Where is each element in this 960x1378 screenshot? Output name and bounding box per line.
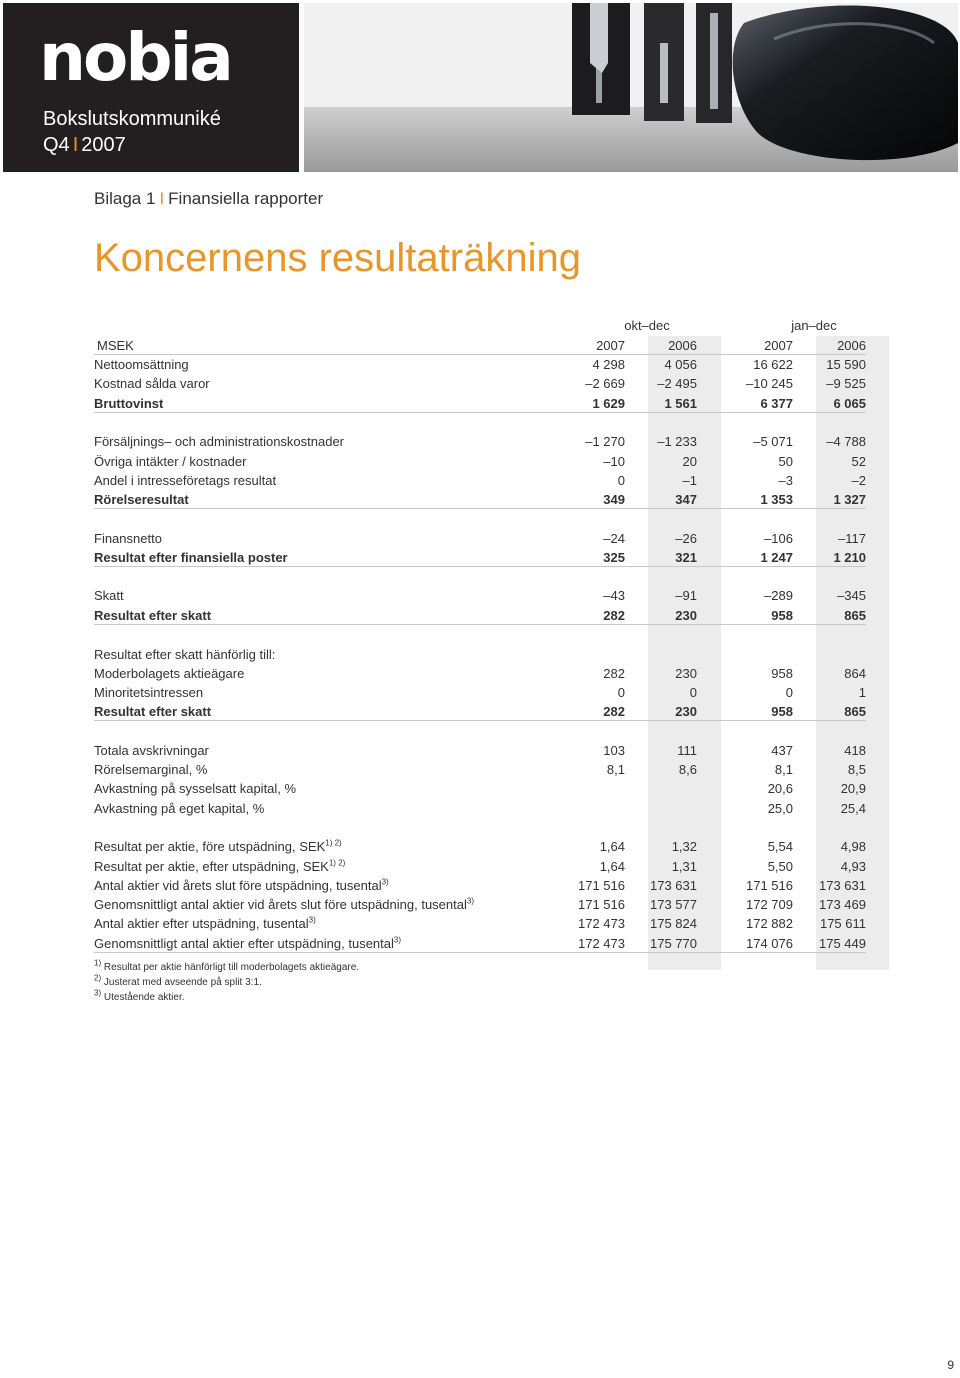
table-row: [94, 606, 866, 625]
period-quarter: Q4: [43, 134, 70, 156]
cell-value: –9 525: [826, 376, 866, 391]
cell-value: 282: [603, 704, 625, 719]
table-row: [94, 586, 866, 605]
footnote: [94, 990, 359, 1005]
cell-value: –2 669: [585, 376, 625, 391]
unit-label: MSEK: [97, 338, 134, 353]
table-row: [94, 645, 866, 664]
table-row: [94, 702, 866, 721]
cell-value: 25,4: [840, 801, 866, 816]
nobia-logo: nobia: [39, 19, 231, 96]
cell-value: –4 788: [826, 434, 866, 449]
row-label: [94, 857, 345, 876]
cell-value: –1: [682, 473, 697, 488]
section-label: [94, 189, 323, 209]
cell-value: –345: [837, 588, 866, 603]
cell-value: 20,9: [840, 781, 866, 796]
row-label-text: Totala avskrivningar: [94, 743, 209, 758]
column-header: 2007: [596, 338, 625, 353]
row-label: [94, 355, 189, 374]
period-year: 2007: [81, 134, 126, 156]
cell-value: 173 469: [819, 897, 866, 912]
row-label-text: Antal aktier vid årets slut före utspädning, tusental: [94, 878, 382, 893]
cell-value: 282: [603, 608, 625, 623]
row-label: [94, 760, 207, 779]
cell-value: 6 377: [760, 396, 793, 411]
row-label: [94, 548, 288, 567]
row-label-text: Resultat efter skatt hänförlig till:: [94, 647, 276, 662]
table-row: [94, 432, 866, 451]
cell-value: 6 065: [833, 396, 866, 411]
cell-value: –43: [603, 588, 625, 603]
row-label: [94, 664, 244, 683]
row-label-text: Andel i intresseföretags resultat: [94, 473, 277, 488]
table-row: [94, 760, 866, 779]
cell-value: 1 561: [664, 396, 697, 411]
row-label: [94, 934, 401, 953]
cell-value: 172 473: [578, 936, 625, 951]
row-label-text: Försäljnings– och administrationskostnader: [94, 434, 345, 449]
cell-value: –91: [675, 588, 697, 603]
row-label-text: Genomsnittligt antal aktier vid årets slut före utspädning, tusental: [94, 897, 467, 912]
row-label-text: Resultat efter skatt: [94, 704, 212, 719]
cell-value: 1,64: [599, 859, 625, 874]
row-label-text: Resultat per aktie, efter utspädning, SEK: [94, 859, 329, 874]
cell-value: 173 631: [650, 878, 697, 893]
cell-value: 52: [851, 454, 866, 469]
row-label-text: Avkastning på eget kapital, %: [94, 801, 265, 816]
row-label-text: Skatt: [94, 588, 124, 603]
row-label-text: Övriga intäkter / kostnader: [94, 454, 247, 469]
cell-value: 1 210: [833, 550, 866, 565]
row-label: [94, 394, 163, 413]
table-row: [94, 837, 866, 856]
cell-value: 171 516: [578, 878, 625, 893]
cell-value: 865: [844, 704, 866, 719]
cell-value: 172 882: [746, 916, 793, 931]
footnote-reference: 3): [308, 915, 316, 925]
cell-value: 0: [617, 685, 625, 700]
row-label: [94, 702, 211, 721]
cell-value: 1 247: [760, 550, 793, 565]
cell-value: 50: [778, 454, 793, 469]
cell-value: 8,1: [606, 762, 625, 777]
row-label: [94, 374, 210, 393]
cell-value: 15 590: [826, 357, 866, 372]
footnote-reference: 1) 2): [325, 838, 342, 848]
cell-value: 1,64: [599, 839, 625, 854]
cell-value: –2 495: [657, 376, 697, 391]
row-label: [94, 683, 203, 702]
cell-value: 172 709: [746, 897, 793, 912]
period-separator: I: [72, 134, 79, 156]
column-header: 2006: [837, 338, 866, 353]
cell-value: 1 629: [592, 396, 625, 411]
table-row: [94, 471, 866, 490]
row-label: [94, 741, 209, 760]
cell-value: 321: [675, 550, 697, 565]
section-subtitle: Finansiella rapporter: [168, 189, 324, 208]
row-label: [94, 529, 162, 548]
cell-value: –289: [764, 588, 793, 603]
cell-value: 174 076: [746, 936, 793, 951]
row-label-text: Minoritetsintressen: [94, 685, 204, 700]
section-name: Bilaga 1: [94, 189, 156, 208]
row-label-text: Finansnetto: [94, 531, 162, 546]
cell-value: 173 631: [819, 878, 866, 893]
row-label: [94, 779, 296, 798]
row-label-text: Bruttovinst: [94, 396, 164, 411]
cell-value: –10: [603, 454, 625, 469]
cell-value: 0: [689, 685, 697, 700]
footnote-mark: 1): [94, 958, 102, 968]
cell-value: 230: [675, 666, 697, 681]
footnotes: [94, 960, 359, 1005]
page-number: 9: [947, 1358, 954, 1372]
cell-value: 230: [675, 704, 697, 719]
row-label: [94, 471, 276, 490]
cell-value: 958: [771, 704, 793, 719]
row-label: [94, 645, 275, 664]
cell-value: –106: [764, 531, 793, 546]
table-row: [94, 741, 866, 760]
cell-value: 5,54: [767, 839, 793, 854]
footnote-reference: 3): [466, 896, 474, 906]
footnote-reference: 1) 2): [328, 858, 346, 868]
row-label: [94, 799, 264, 818]
table-row: [94, 779, 866, 798]
row-label: [94, 876, 389, 895]
table-row: [94, 452, 866, 471]
row-label-text: Resultat efter finansiella poster: [94, 550, 288, 565]
table-row: [94, 355, 866, 374]
row-label-text: Avkastning på sysselsatt kapital, %: [94, 781, 297, 796]
footnote-reference: 3): [381, 877, 389, 887]
cell-value: 0: [785, 685, 793, 700]
cell-value: 418: [844, 743, 866, 758]
footnote: [94, 960, 359, 975]
cell-value: 958: [771, 666, 793, 681]
column-header: 2007: [764, 338, 793, 353]
cell-value: 4 298: [592, 357, 625, 372]
group-label-okt-dec: okt–dec: [624, 318, 670, 333]
page-title: Koncernens resultaträkning: [94, 236, 581, 280]
cell-value: 1,31: [671, 859, 697, 874]
row-label-text: Kostnad sålda varor: [94, 376, 210, 391]
cell-value: 4,98: [840, 839, 866, 854]
cell-value: 1 327: [833, 492, 866, 507]
report-period: [43, 135, 126, 155]
table-row: [94, 857, 866, 876]
footnote-text: Resultat per aktie hänförligt till moderbolagets aktieägare.: [103, 962, 360, 973]
cell-value: –24: [603, 531, 625, 546]
row-label: [94, 432, 344, 451]
cell-value: 1 353: [760, 492, 793, 507]
cell-value: 349: [603, 492, 625, 507]
cell-value: 325: [603, 550, 625, 565]
cell-value: 111: [677, 743, 697, 758]
row-label-text: Genomsnittligt antal aktier efter utspädning, tusental: [94, 936, 394, 951]
table-row: [94, 934, 866, 953]
footnote-text: Utestående aktier.: [103, 992, 185, 1003]
footnote: [94, 975, 359, 990]
row-label-text: Rörelsemarginal, %: [94, 762, 208, 777]
footnote-text: Justerat med avseende på split 3:1.: [103, 977, 262, 988]
row-label-text: Resultat per aktie, före utspädning, SEK: [94, 839, 326, 854]
table-header-row: [94, 336, 866, 355]
cell-value: 16 622: [753, 357, 793, 372]
column-header: 2006: [668, 338, 697, 353]
row-label: [94, 895, 474, 914]
cell-value: 437: [771, 743, 793, 758]
row-label: [94, 606, 211, 625]
footnote-reference: 3): [393, 935, 402, 945]
cell-value: 8,6: [678, 762, 697, 777]
cell-value: 175 824: [650, 916, 697, 931]
table-row: [94, 548, 866, 567]
table-row: [94, 394, 866, 413]
table-row: [94, 895, 866, 914]
cell-value: 20,6: [767, 781, 793, 796]
table-row: [94, 529, 866, 548]
cell-value: 8,1: [774, 762, 793, 777]
cell-value: 865: [844, 608, 866, 623]
cell-value: –2: [851, 473, 866, 488]
cell-value: 4 056: [664, 357, 697, 372]
cell-value: 175 770: [650, 936, 697, 951]
row-label: [94, 586, 124, 605]
row-label: [94, 490, 189, 509]
footnote-mark: 3): [94, 988, 102, 998]
cell-value: 171 516: [746, 878, 793, 893]
cell-value: –26: [675, 531, 697, 546]
kitchen-photo-illustration: [304, 3, 958, 172]
table-row: [94, 490, 866, 509]
cell-value: 1,32: [671, 839, 697, 854]
cell-value: –10 245: [746, 376, 793, 391]
cell-value: 958: [771, 608, 793, 623]
row-label-text: Antal aktier efter utspädning, tusental: [94, 916, 309, 931]
cell-value: 8,5: [847, 762, 866, 777]
row-label-text: Resultat efter skatt: [94, 608, 212, 623]
row-label-text: Moderbolagets aktieägare: [94, 666, 245, 681]
table-row: [94, 799, 866, 818]
cell-value: 175 611: [819, 916, 866, 931]
row-label-text: Rörelseresultat: [94, 492, 189, 507]
cell-value: –117: [838, 531, 866, 546]
cell-value: 230: [675, 608, 697, 623]
cell-value: –1 270: [585, 434, 625, 449]
report-title: Bokslutskommuniké: [43, 108, 221, 130]
table-row: [94, 374, 866, 393]
header-photo: [304, 3, 958, 172]
cell-value: –3: [778, 473, 793, 488]
table-row: [94, 664, 866, 683]
cell-value: 175 449: [819, 936, 866, 951]
cell-value: 1: [858, 685, 866, 700]
row-label: [94, 914, 316, 933]
cell-value: 282: [603, 666, 625, 681]
brand-header: [3, 3, 299, 172]
table-row: [94, 876, 866, 895]
cell-value: 864: [844, 666, 866, 681]
cell-value: 172 473: [578, 916, 625, 931]
cell-value: –5 071: [753, 434, 793, 449]
row-label: [94, 452, 246, 471]
cell-value: 25,0: [767, 801, 793, 816]
table-row: [94, 914, 866, 933]
cell-value: 171 516: [578, 897, 625, 912]
row-label-text: Nettoomsättning: [94, 357, 189, 372]
cell-value: 0: [617, 473, 625, 488]
cell-value: 103: [603, 743, 625, 758]
footnote-mark: 2): [94, 973, 102, 983]
table-row: [94, 683, 866, 702]
cell-value: –1 233: [657, 434, 697, 449]
cell-value: 347: [675, 492, 697, 507]
section-separator: I: [159, 189, 165, 208]
cell-value: 20: [682, 454, 697, 469]
row-label: [94, 837, 342, 856]
group-label-jan-dec: jan–dec: [791, 318, 837, 333]
cell-value: 5,50: [767, 859, 793, 874]
cell-value: 173 577: [650, 897, 697, 912]
cell-value: 4,93: [840, 859, 866, 874]
